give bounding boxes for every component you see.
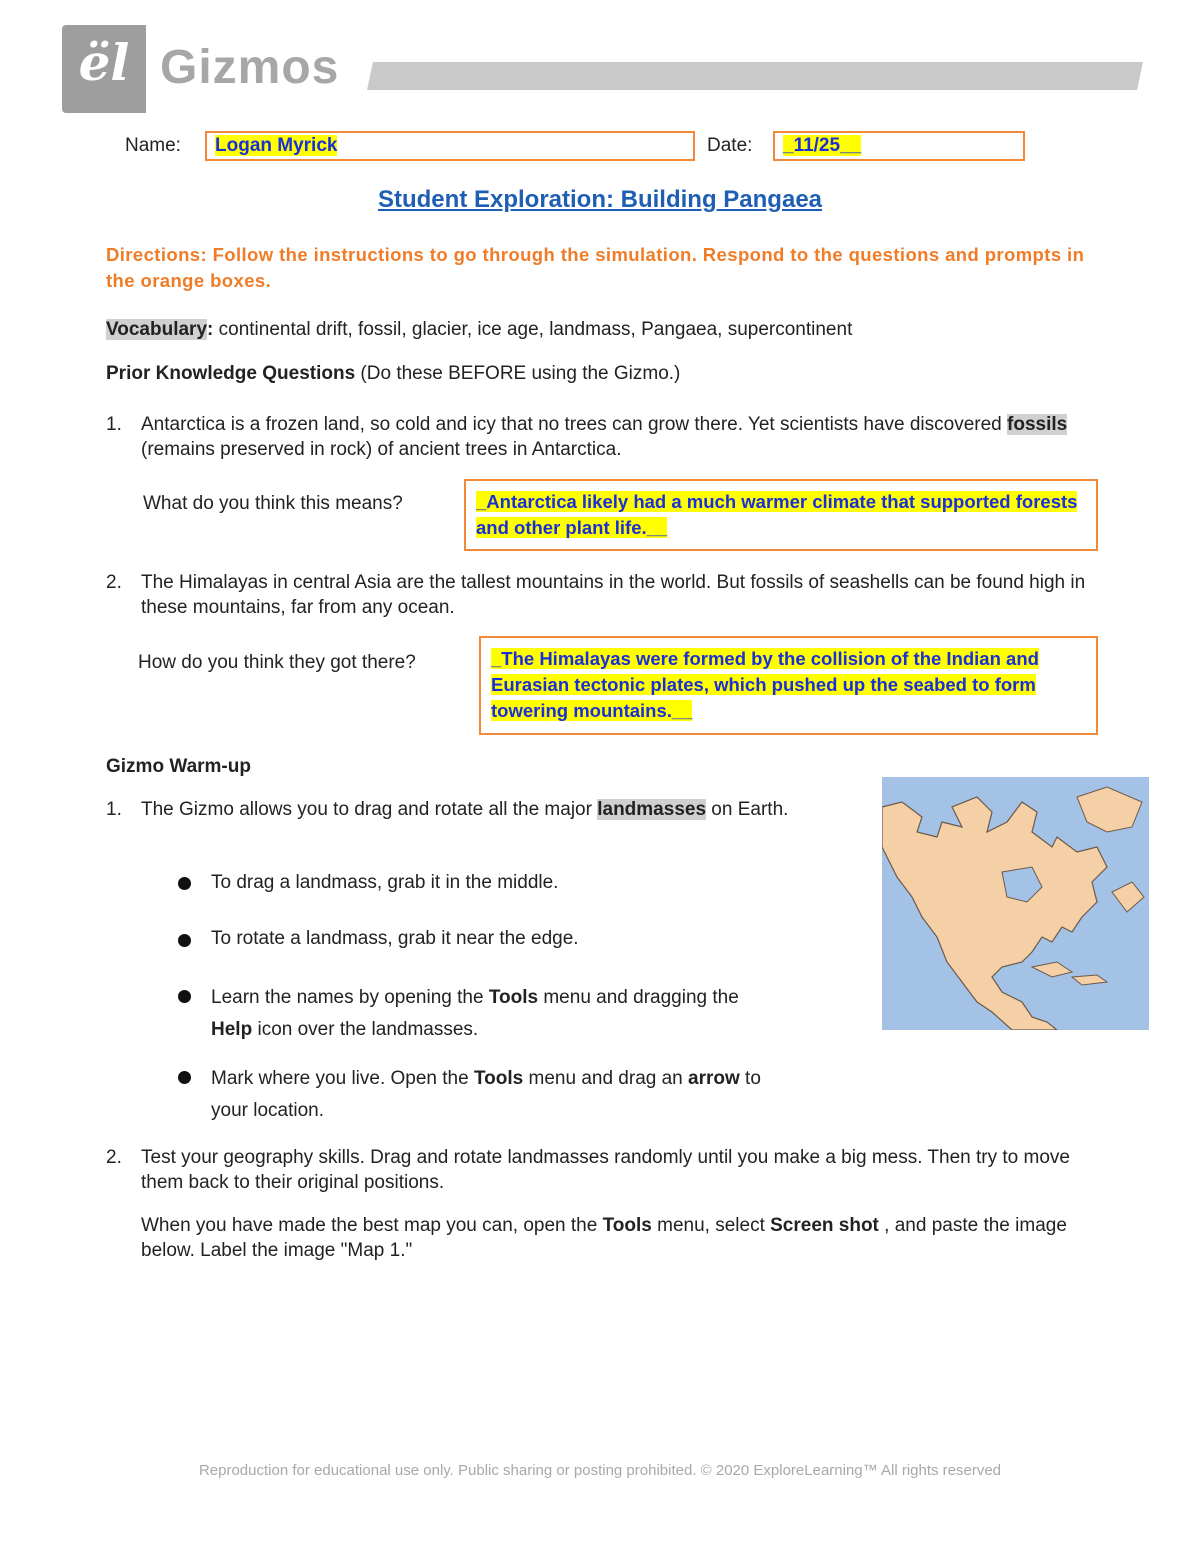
warmup-item-2-number: 2. [106,1147,122,1168]
item-2-sub-a: When you have made the best map you can, open the [141,1215,603,1236]
bullet-dot [178,1071,191,1084]
help-term: Help [211,1019,253,1040]
question-1-text-b: (remains preserved in rock) of ancient trees in Antarctica. [141,439,622,460]
tools-term: Tools [602,1215,652,1236]
warmup-item-1-text-b: on Earth. [706,799,789,820]
bullet-4-text-d: your location. [211,1100,325,1121]
screen-shot-term: Screen shot [770,1215,879,1236]
gizmos-logo-glyph: ël [78,33,130,92]
vocabulary-terms: continental drift, fossil, glacier, ice age, landmass, Pangaea, supercontinent [213,319,853,340]
question-2-number: 2. [106,572,122,593]
bullet-dot [178,934,191,947]
name-field[interactable] [205,131,695,161]
vocabulary-line [106,317,1106,342]
warmup-item-2-text: Test your geography skills. Drag and rotate landmasses randomly until you make a big mess. Then try to move them back to their original positions. [141,1147,1070,1193]
north-america-map-svg [882,777,1149,1030]
warmup-heading: Gizmo Warm-up [106,756,251,777]
warmup-item-1-text [141,797,831,822]
question-1-text [141,412,1086,462]
header-decorative-bar [367,62,1143,90]
warmup-item-1-number: 1. [106,799,122,820]
question-1-answer-box[interactable] [464,479,1098,551]
question-1-answer: _Antarctica likely had a much warmer climate that supported forests and other plant life.__ [476,491,1078,538]
vocabulary-label: Vocabulary [106,319,208,340]
bullet-4-text-c: to [739,1068,761,1089]
prior-knowledge-heading [106,361,1106,386]
question-2-answer: _The Himalayas were formed by the collision of the Indian and Eurasian tectonic plates, which pushed up the seabed to form towering mountains.__ [491,648,1039,721]
gizmos-brand-name: Gizmos [160,41,340,94]
bullet-4-text-b: menu and drag an [523,1068,689,1089]
bullet-3-text-c: icon over the landmasses. [252,1019,479,1040]
fossils-term: fossils [1007,414,1068,435]
bullet-4-text-a: Mark where you live. Open the [211,1068,474,1089]
tools-term: Tools [473,1068,524,1089]
bullet-dot [178,990,191,1003]
item-2-sub-b: menu, select [651,1215,771,1236]
bullet-dot [178,877,191,890]
bullet-3-text-b: menu and dragging the [538,987,739,1008]
warmup-item-2-instructions [141,1213,1096,1263]
question-1-text-a: Antarctica is a frozen land, so cold and icy that no trees can grow there. Yet scientists have discovered [141,414,1008,435]
question-2-prompt: How do you think they got there? [138,652,416,673]
date-value: _11/25__ [783,135,862,156]
name-label: Name: [125,135,181,156]
bullet-mark-location [211,1063,871,1127]
arrow-term: arrow [688,1068,740,1089]
question-2-answer-box[interactable] [479,636,1098,735]
north-america-map-image [882,777,1149,1030]
question-2-text: The Himalayas in central Asia are the tallest mountains in the world. But fossils of seashells can be found high in these mountains, far from any ocean. [141,572,1086,618]
date-field[interactable] [773,131,1025,161]
copyright-footer: Reproduction for educational use only. Public sharing or posting prohibited. © 2020 ExploreLearning™ All rights reserved [198,1462,1002,1479]
prior-heading-note: (Do these BEFORE using the Gizmo.) [355,363,681,384]
bullet-3-text-a: Learn the names by opening the [211,987,489,1008]
bullet-learn-names [211,982,851,1046]
question-1-prompt: What do you think this means? [143,493,403,514]
name-value: Logan Myrick [215,135,338,156]
tools-term: Tools [488,987,539,1008]
landmasses-term: landmasses [597,799,707,820]
directions-text: Directions: Follow the instructions to go through the simulation. Respond to the questions and prompts in the orange boxes. [106,244,1085,291]
page-title: Student Exploration: Building Pangaea [377,186,823,213]
warmup-item-1-text-a: The Gizmo allows you to drag and rotate all the major [141,799,598,820]
question-1-number: 1. [106,414,122,435]
vocabulary-colon: : [207,319,214,340]
bullet-rotate: To rotate a landmass, grab it near the edge. [211,928,579,949]
prior-heading-text: Prior Knowledge Questions [106,363,356,384]
item-2-sub-c: , and paste the image below. Label the image "Map 1." [141,1215,1067,1261]
bullet-drag: To drag a landmass, grab it in the middle. [211,872,559,893]
date-label: Date: [707,135,753,156]
